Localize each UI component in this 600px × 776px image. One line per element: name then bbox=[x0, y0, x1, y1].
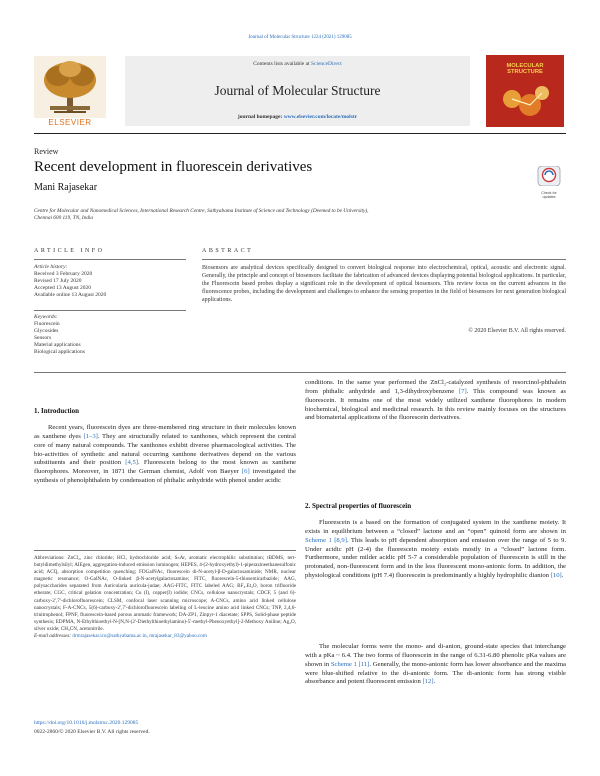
email-link[interactable]: mrajasekar_83@yahoo.com bbox=[149, 633, 207, 640]
text-run: Recent years, fluorescein dyes are three-membered ring structure in their molecules known as xanthene dyes bbox=[34, 424, 296, 440]
email-label: E-mail addresses: bbox=[34, 633, 73, 640]
keyword: Fluorescein bbox=[34, 321, 60, 328]
elsevier-tree-logo bbox=[34, 56, 106, 126]
history-label: Article history: bbox=[34, 264, 68, 270]
text-run: . This compound was known as fluorescein. It remains one of the most widely utilized xanthene fluorophores in modern biochemical, biological and medicinal research. In this review mainly focuses on the structures and biomaterial applications of the fluorescein derivatives. bbox=[305, 387, 566, 422]
keywords-label: Keywords: bbox=[34, 314, 58, 320]
doi-link[interactable]: https://doi.org/10.1016/j.molstruc.2020.129085 bbox=[34, 720, 139, 726]
history-accepted: Accepted 13 August 2020 bbox=[34, 285, 91, 292]
text-run: Fluorescein is a based on the formation of conjugated system in the xanthene moiety. It exists in equilibrium between a “closed” lactone and an “open” quinoid form are shown in bbox=[305, 519, 566, 535]
section-1-heading: 1. Introduction bbox=[34, 407, 79, 415]
spectral-paragraph-1 bbox=[305, 519, 566, 581]
article-type: Review bbox=[34, 147, 59, 156]
history-online: Available online 13 August 2020 bbox=[34, 292, 107, 299]
publisher-name: ELSEVIER bbox=[48, 118, 92, 127]
journal-cover-image bbox=[486, 55, 564, 127]
intro-paragraph-continued bbox=[305, 379, 566, 423]
history-revised: Revised 17 July 2020 bbox=[34, 278, 82, 285]
info-divider bbox=[34, 259, 186, 260]
text-run: . They are structurally related to xanthones, which represent the central core of many natural compounds. The xanthones exhibit diverse pharmacological activities. The bio-activities of synthetic and natural occurring xanthone derivatives depend on the various substituents and their position bbox=[34, 432, 296, 467]
sciencedirect-link[interactable]: ScienceDirect bbox=[310, 61, 342, 67]
abbreviations-footnote bbox=[34, 555, 296, 640]
text-run: . This leads to pH dependent absorption and emission over the range of 5 to 9. Under acidic pH (2-4) the fluorescein moiety exists mostly in a “closed” lactone form. Furthermore, under milder acidic pH 5-7 a considerable population of fluorescein is still in the protonated, non-fluorescent form and in the less fluorescent mono-anionic form. In addition, the physiological conditions (pH 7.4) fluorescein is predominantly a highly hydrophilic dianion bbox=[305, 536, 566, 580]
email-separator: , bbox=[146, 633, 150, 640]
affiliation-line-1: Centre for Molecular and Nanomedical Sciences, International Research Centre, Sathyabama Institute of Science and Technology (Deemed to be University), bbox=[34, 208, 369, 214]
article-title: Recent development in fluorescein derivatives bbox=[34, 159, 313, 175]
check-for-updates-icon bbox=[535, 166, 563, 186]
citation-link[interactable]: Scheme 1 [11] bbox=[330, 660, 370, 668]
text-run: . Fluorescein belong to the most known as xanthene fluorophores. Moreover, in 1871 the German chemist, Adolf von Baeyer bbox=[34, 459, 296, 476]
text-run: . bbox=[433, 678, 436, 686]
homepage-line bbox=[125, 114, 470, 120]
keywords-divider bbox=[34, 310, 186, 311]
author-name[interactable]: Mani Rajasekar bbox=[34, 182, 98, 193]
citation-link[interactable]: [7] bbox=[458, 387, 467, 395]
homepage-link[interactable]: www.elsevier.com/locate/molstr bbox=[283, 114, 358, 120]
text-run: investigated the synthesis of phenolphthalein by condensation of phthalic anhydride with phenol under acidic bbox=[34, 468, 296, 485]
keyword: Glycosides bbox=[34, 328, 59, 335]
email-line bbox=[34, 633, 296, 640]
intro-paragraph bbox=[34, 424, 296, 486]
history-received: Received 3 February 2020 bbox=[34, 271, 93, 278]
abstract-copyright: © 2020 Elsevier B.V. All rights reserved. bbox=[468, 328, 566, 334]
section-2-heading: 2. Spectral properties of fluorescein bbox=[305, 502, 412, 510]
keywords-block bbox=[34, 314, 186, 357]
homepage-label: journal homepage: bbox=[237, 114, 284, 120]
email-link[interactable]: drmrajasekar.ico@sathyabama.ac.in bbox=[72, 633, 147, 640]
keyword: Material applications bbox=[34, 342, 81, 349]
affiliation-line-2: Chennai 600 119, TN, India bbox=[34, 215, 94, 221]
abstract-heading: ABSTRACT bbox=[202, 248, 254, 254]
abstract-divider bbox=[202, 259, 566, 260]
contents-prefix: Contents lists available at bbox=[253, 61, 311, 67]
issn-line: 0022-2860/© 2020 Elsevier B.V. All rights reserved. bbox=[34, 729, 150, 735]
citation-link[interactable]: [10] bbox=[550, 572, 562, 580]
keyword: Sensors bbox=[34, 335, 52, 342]
cover-title: MOLECULAR STRUCTURE bbox=[506, 63, 544, 75]
keyword: Biological applications bbox=[34, 349, 85, 356]
check-for-updates-badge[interactable] bbox=[535, 166, 563, 199]
citation-link[interactable]: [6] bbox=[241, 468, 250, 476]
text-run: The molecular forms were the mono- and di-anion, ground-state species that interchange with a pKa ~ 6.4. The two forms of fluorescein in the range of 6.31-6.80 phenolic pKa values are shown in bbox=[305, 643, 566, 668]
text-run: . bbox=[561, 572, 564, 580]
footnote-divider bbox=[34, 550, 296, 551]
citation-link[interactable]: [1–3] bbox=[83, 432, 98, 440]
article-info-heading: ARTICLE INFO bbox=[34, 248, 105, 254]
citation-link[interactable]: [12] bbox=[422, 678, 434, 686]
text-run: . Generally, the mono-anionic form has lower absorbance and the maxima were blue-shifted relative to the di-anionic form. The di-anionic form has strong visible absorbance and potent fluorescent emission bbox=[305, 660, 567, 686]
abbreviations-text: Abbreviations: ZnCl₂, zinc chloride; HCl, hydrochloride acid; SₙAr, aromatic electrophilic substitution; tBDMS, tert-butyldimethylsilyl; AIEgen, aggregation-induced emission luminogen; HEPES, 4-(2-hydroxyethyl)-1-piperazineethanesulfonic acid; ACQ, absorption competition quenching; FDGalNAc, fluorescein di-N-acetyl-β-D-galactosaminide; NMR, nuclear magnetic resonance; O-GalNAc, O-linked β-N-acetylgalactosamine; FITC, fluorescein-5-thiosemicarbazide; AAG, polysaccharides separated from Auricularia auricula-judae; AAG-FITC, FITC labeled AAG; BF₃.Et₂O, boron trifluoride etherate; CGC, critical gelation concentration; Cu (I), copper(I) iodide; CNCs, cellulose nanocrystals; CDCF, 5 (and 6)-carboxy-2′,7′-dichlorofluorescein; CLSM, confocal laser scanning microscope; A-CNCs, amino acid linked cellulose nanocrystals; F-A-CNCs, 5(6)-carboxy-2′,7′-dichlorofluorescein labeling of L-leucine amino acid linked CNCs; TNP, 2,4,6-trinitrophenol; FPNF, fluorescein-based porous aromatic framework; DA-ZP1, Zinpyr-1 diacetate; SPPS, Solid-phase peptide synthesis; EDPMA, N-Ethylthioethyl-N-[N,N-(2′-Diethylthioethylamino)-5′-methyl-Phenoxyethyl]-2-Methoxy Aniline; Ag₂O, silver oxide; CH₃CN, acetonitrile. bbox=[34, 555, 296, 632]
citation-link[interactable]: Scheme 1 [8,9] bbox=[305, 536, 347, 544]
cover-molecule-graphic bbox=[492, 79, 558, 123]
text-run: conditions. In the same year performed the ZnCl₂-catalyzed synthesis of resorcinol-phthalein from phthalic anhydride and 1,3-dihydroxybenzene bbox=[305, 379, 566, 395]
header-rule bbox=[34, 133, 566, 134]
abstract-text: Biosensors are analytical devices specifically designed to convert biological response into electrochemical, optical, acoustic and electronic signal. Generally, the principle and concept of biosensors facilitate the fabrication of advanced devices displaying potential biological applications. In particular, the Fluorescein based probes display a significant role in the development of optical biosensors. This review focus on the current advances in the fluorescence probes, including the development and challenges to enhance the sensing properties in the field of biosensors for next generation biological applications. bbox=[202, 265, 566, 303]
author-affiliation bbox=[34, 208, 554, 222]
body-divider bbox=[34, 372, 566, 373]
contents-line bbox=[125, 61, 470, 67]
citation-link[interactable]: [4,5] bbox=[125, 459, 138, 467]
journal-reference[interactable]: Journal of Molecular Structure 1224 (2021) 129085 bbox=[248, 35, 352, 40]
article-history bbox=[34, 264, 186, 299]
check-for-updates-label: Check for updates bbox=[541, 191, 557, 199]
journal-title: Journal of Molecular Structure bbox=[214, 83, 381, 98]
spectral-paragraph-2 bbox=[305, 643, 566, 687]
